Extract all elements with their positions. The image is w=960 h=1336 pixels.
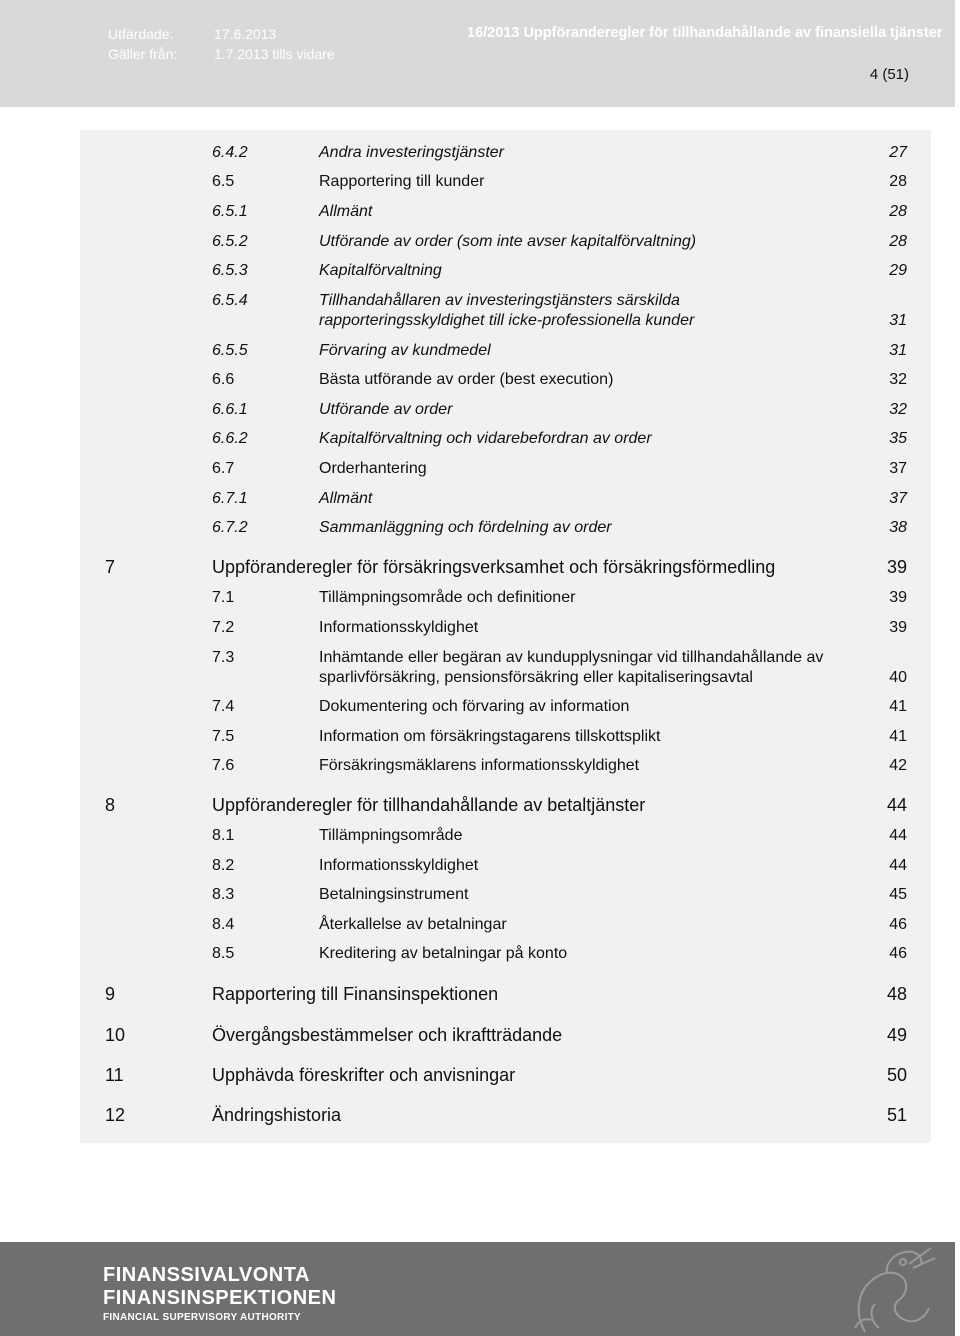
toc-entry-number: 8 [105, 795, 116, 815]
toc-entry-title-continued: rapporteringsskyldighet till icke-professionella kunder [319, 312, 695, 329]
toc-entry-title: Tillämpningsområde [319, 827, 463, 844]
toc-entry-number: 7 [105, 557, 116, 577]
toc-entry-page: 49 [886, 1025, 907, 1045]
toc-entry-number: 8.3 [212, 886, 235, 903]
document-title: 16/2013 Uppföranderegler för tillhandahållande av finansiella tjänster [467, 25, 943, 41]
toc-entry-page: 32 [889, 401, 907, 418]
toc-entry-page: 44 [886, 795, 907, 815]
toc-entry-title: Rapportering till Finansinspektionen [212, 984, 499, 1004]
toc-entry-number: 7.5 [212, 728, 235, 745]
toc-entry-title: Information om försäkringstagarens tillskottsplikt [319, 728, 661, 745]
toc-entry-title: Andra investeringstjänster [319, 144, 504, 161]
toc-entry-title: Kreditering av betalningar på konto [319, 945, 568, 962]
toc-entry-title: Kapitalförvaltning [319, 262, 442, 279]
toc-entry-title: Rapportering till kunder [319, 173, 485, 190]
toc-entry-number: 9 [105, 984, 116, 1004]
toc-entry-number: 11 [105, 1065, 124, 1085]
toc-entry-number: 7.3 [212, 649, 235, 666]
toc-entry-page: 46 [889, 916, 907, 933]
toc-entry-page: 50 [886, 1065, 907, 1085]
toc-entry-page: 45 [889, 886, 907, 903]
toc-entry-number: 6.6.1 [212, 401, 248, 418]
toc-entry-page: 44 [889, 827, 907, 844]
issued-label: Utfärdade: [108, 26, 174, 42]
toc-entry-page: 41 [889, 728, 907, 745]
toc-entry-title: Utförande av order [319, 401, 453, 418]
toc-entry-number: 7.1 [212, 589, 235, 606]
lion-emblem-icon [835, 1244, 945, 1336]
toc-entry-page: 32 [889, 371, 907, 388]
toc-entry-page: 39 [889, 619, 907, 636]
toc-entry-title: Allmänt [319, 490, 373, 507]
toc-entry-number: 6.7.1 [212, 490, 248, 507]
table-of-contents [80, 130, 931, 1143]
toc-entry-page: 42 [889, 757, 907, 774]
toc-entry-page: 38 [889, 519, 907, 536]
toc-entry-number: 6.7 [212, 460, 235, 477]
page-number: 4 (51) [869, 66, 909, 83]
toc-entry-page: 31 [889, 342, 907, 359]
toc-entry-page: 46 [889, 945, 907, 962]
toc-entry-number: 6.5.1 [212, 203, 248, 220]
toc-entry-title: Utförande av order (som inte avser kapitalförvaltning) [319, 233, 697, 250]
toc-entry-title: Kapitalförvaltning och vidarebefordran av order [319, 430, 652, 447]
toc-entry-title: Orderhantering [319, 460, 427, 477]
toc-entry-number: 6.5.2 [212, 233, 248, 250]
toc-entry-title-continued: sparlivförsäkring, pensionsförsäkring eller kapitaliseringsavtal [319, 669, 753, 686]
page-header [0, 0, 955, 107]
toc-entry-number: 7.2 [212, 619, 235, 636]
toc-entry-number: 8.1 [212, 827, 235, 844]
toc-entry-title: Dokumentering och förvaring av information [319, 698, 630, 715]
toc-entry-number: 8.5 [212, 945, 235, 962]
toc-entry-page: 39 [889, 589, 907, 606]
toc-entry-number: 10 [105, 1025, 126, 1045]
toc-entry-page: 28 [889, 233, 907, 250]
logo-text-finnish: FINANSSIVALVONTA [103, 1264, 310, 1286]
toc-entry-title: Tillämpningsområde och definitioner [319, 589, 576, 606]
toc-entry-page: 48 [886, 984, 907, 1004]
toc-entry-page: 44 [889, 857, 907, 874]
toc-entry-title: Försäkringsmäklarens informationsskyldighet [319, 757, 640, 774]
toc-entry-page: 41 [889, 698, 907, 715]
logo-text-english: FINANCIAL SUPERVISORY AUTHORITY [103, 1312, 302, 1323]
toc-entry-title: Sammanläggning och fördelning av order [319, 519, 612, 536]
toc-entry-page: 39 [886, 557, 907, 577]
toc-entry-title: Informationsskyldighet [319, 857, 479, 874]
toc-entry-page: 35 [889, 430, 907, 447]
toc-entry-number: 6.6.2 [212, 430, 248, 447]
toc-entry-number: 8.4 [212, 916, 235, 933]
toc-entry-title: Förvaring av kundmedel [319, 342, 491, 359]
toc-entry-number: 7.6 [212, 757, 235, 774]
toc-entry-title: Upphävda föreskrifter och anvisningar [212, 1065, 516, 1085]
toc-entry-page: 28 [889, 173, 907, 190]
toc-entry-number: 7.4 [212, 698, 235, 715]
toc-entry-title: Uppföranderegler för tillhandahållande av betaltjänster [212, 795, 646, 815]
toc-entry-number: 12 [105, 1105, 126, 1125]
toc-entry-page: 51 [886, 1105, 907, 1125]
toc-entry-number: 8.2 [212, 857, 235, 874]
toc-entry-title: Ändringshistoria [212, 1105, 342, 1125]
toc-entry-page: 37 [889, 490, 907, 507]
toc-entry-title: Allmänt [319, 203, 373, 220]
logo-text-swedish: FINANSINSPEKTIONEN [103, 1287, 337, 1309]
toc-entry-number: 6.6 [212, 371, 235, 388]
toc-entry-number: 6.5.4 [212, 292, 248, 309]
toc-entry-title: Bästa utförande av order (best execution) [319, 371, 614, 388]
toc-entry-title: Återkallelse av betalningar [319, 916, 507, 933]
toc-entry-title: Tillhandahållaren av investeringstjänsters särskilda [319, 292, 680, 309]
toc-entry-number: 6.5.5 [212, 342, 248, 359]
page-footer [0, 1242, 955, 1336]
toc-entry-number: 6.4.2 [212, 144, 248, 161]
toc-entry-page: 28 [889, 203, 907, 220]
toc-entry-page: 27 [889, 144, 907, 161]
toc-entry-title: Inhämtande eller begäran av kundupplysningar vid tillhandahållande av [319, 649, 824, 666]
issued-date: 17.6.2013 [214, 26, 277, 42]
toc-entry-title: Betalningsinstrument [319, 886, 469, 903]
toc-entry-page: 40 [889, 669, 907, 686]
toc-entry-number: 6.5.3 [212, 262, 248, 279]
toc-entry-title: Uppföranderegler för försäkringsverksamhet och försäkringsförmedling [212, 557, 776, 577]
valid-from-value: 1.7.2013 tills vidare [214, 46, 335, 62]
toc-entry-title: Informationsskyldighet [319, 619, 479, 636]
toc-entry-page: 31 [889, 312, 907, 329]
toc-entry-number: 6.7.2 [212, 519, 248, 536]
toc-entry-number: 6.5 [212, 173, 235, 190]
toc-entry-title: Övergångsbestämmelser och ikraftträdande [212, 1025, 563, 1045]
toc-entry-page: 37 [889, 460, 907, 477]
valid-from-label: Gäller från: [108, 46, 178, 62]
toc-entry-page: 29 [889, 262, 907, 279]
